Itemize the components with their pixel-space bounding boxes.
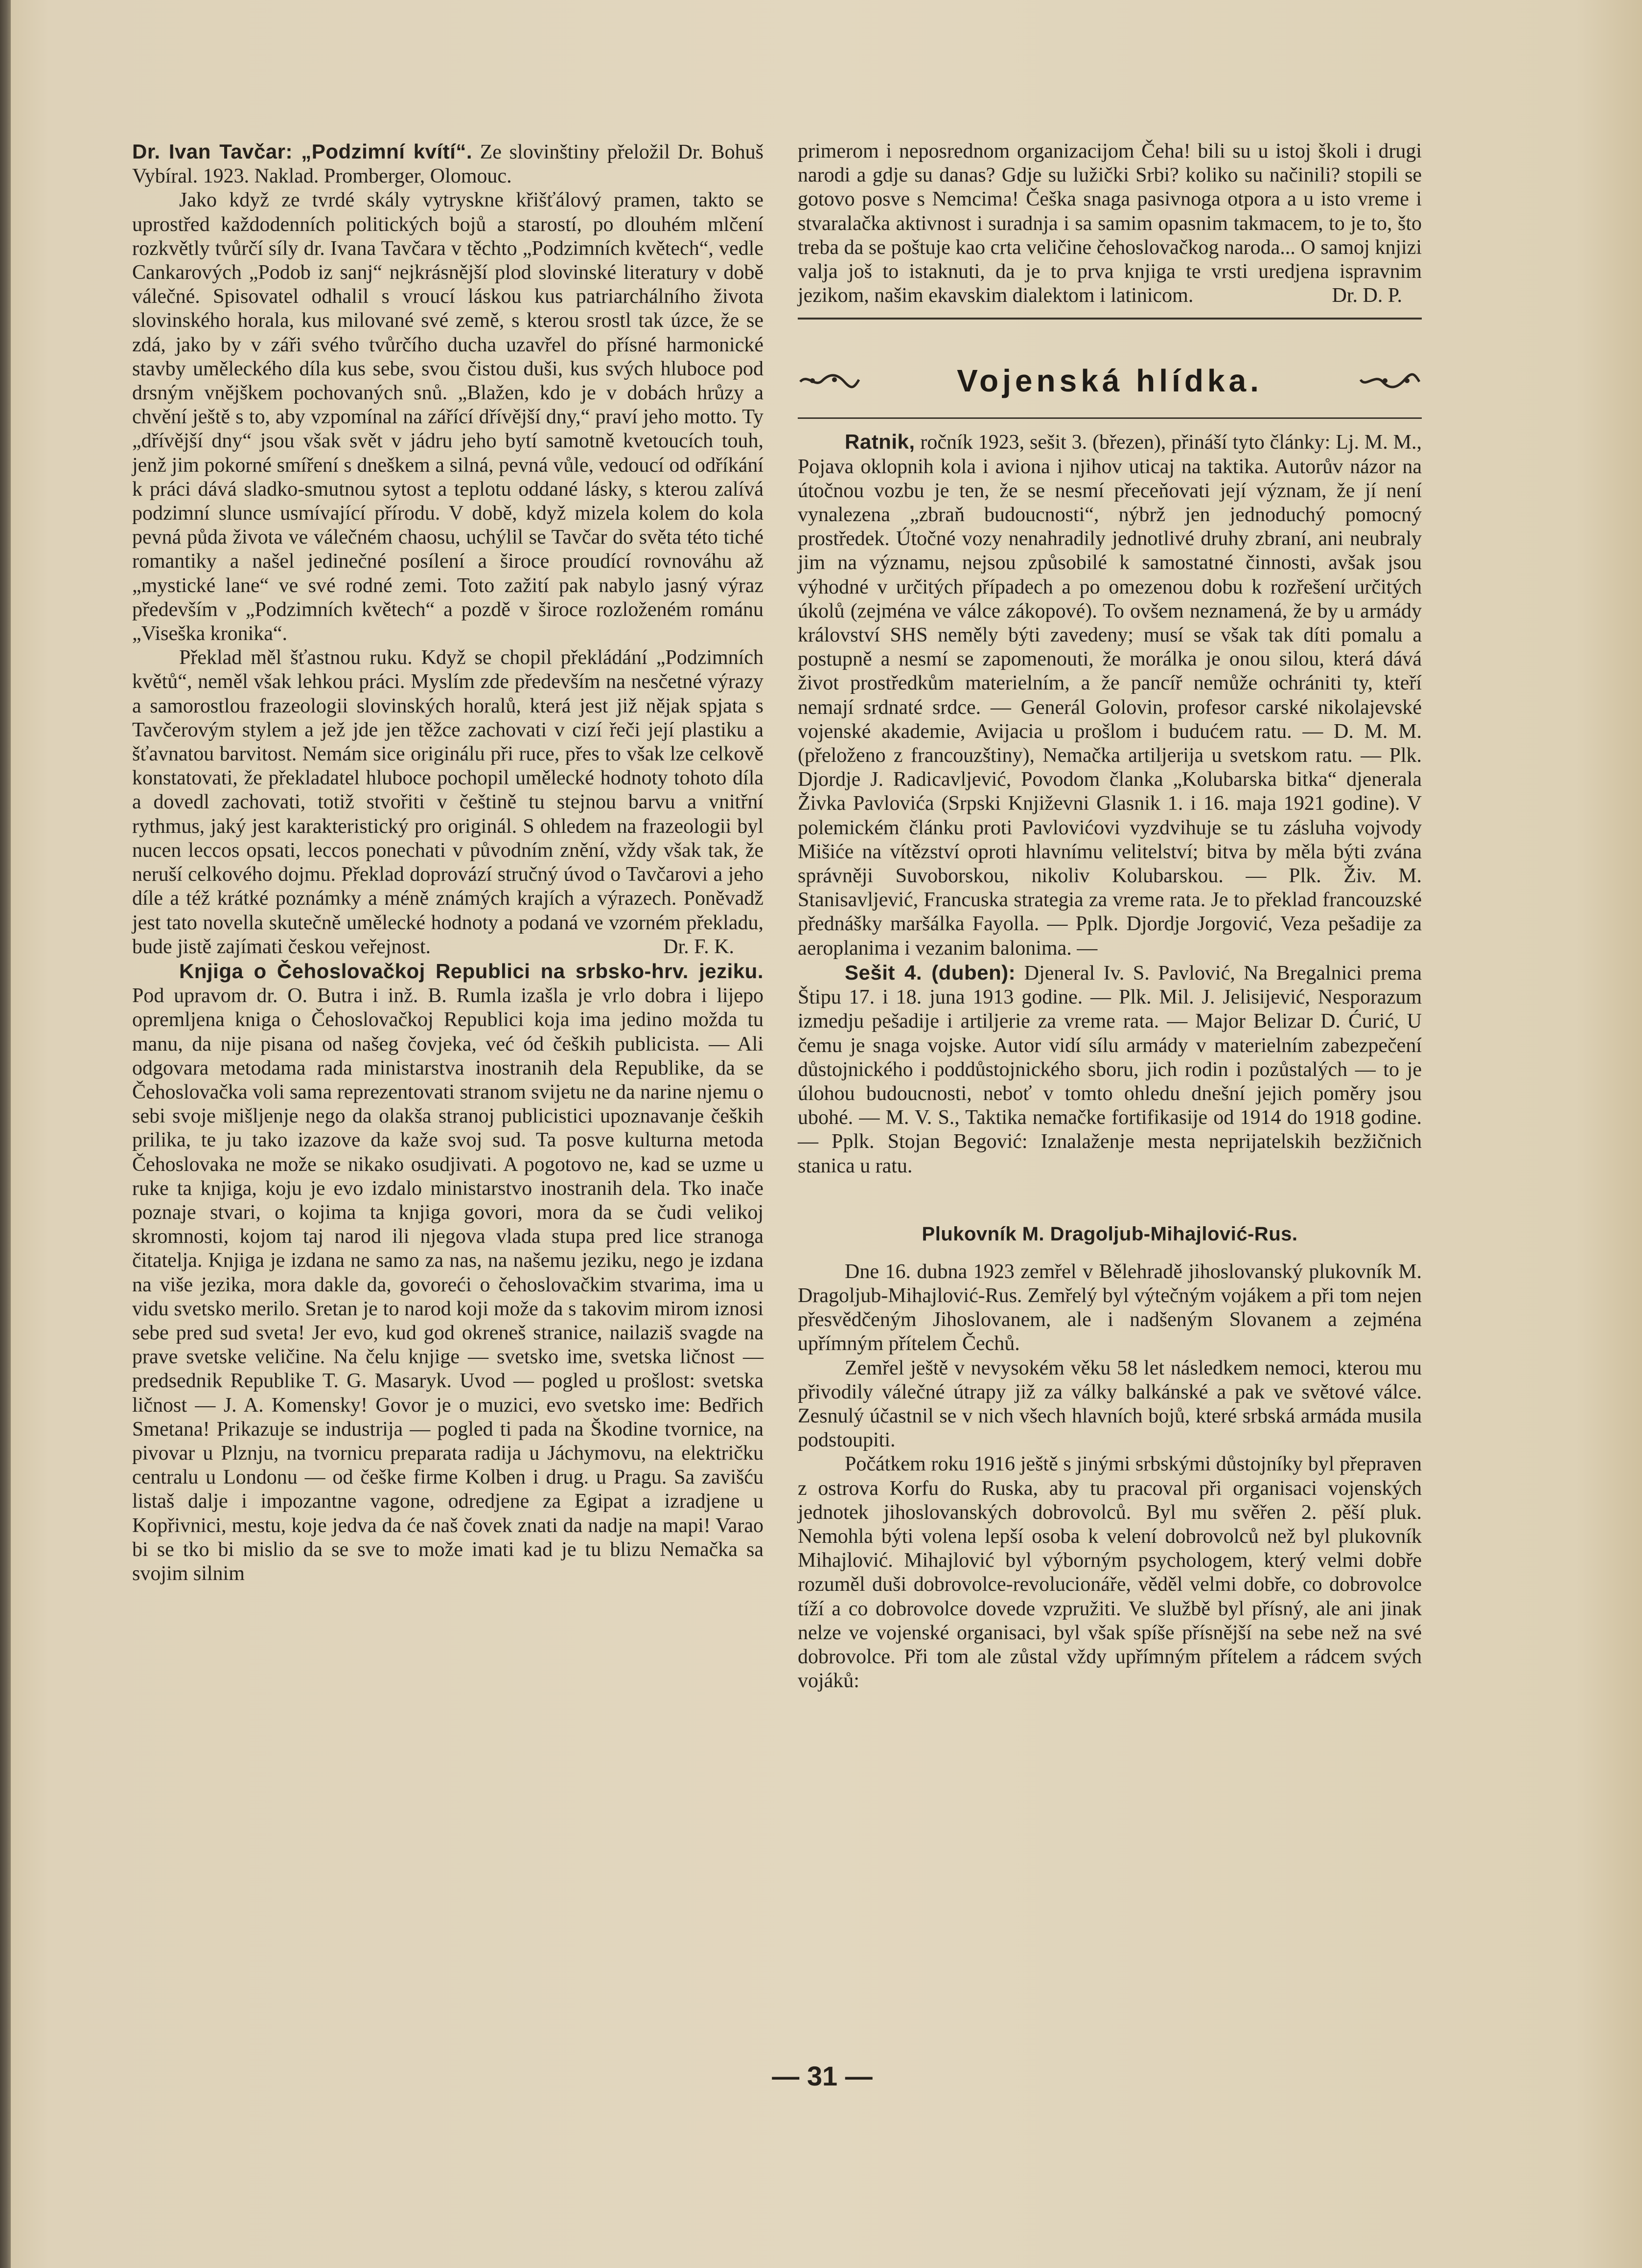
obituary-paragraph-3: Počátkem roku 1916 ještě s jinými srbskými důstojníky byl přepraven z ostrova Korfu do Ruska, aby tu pracoval při organisaci vojenských jednotek jihoslovanských dobrovolců. Byl mu svěřen 2. pěší pluk. Nemohla býti volena lepší osoba k velení dobrovolců než byl plukovník Mihajlović. Mihajlović byl výborným psychologem, který velmi dobře rozuměl duši dobrovolce-revolucionáře, věděl velmi dobře, co dobrovolce tíží a co dobrovolce dovede vzpružiti. Ve službě byl přísný, ale ani jinak nelze ve vojenské organisaci, byl však spíše přísnější na sebe než na své dobrovolce. Při tom ale zůstal vždy upřímným přítelem a rádcem svých vojáků: — [798, 1453, 1422, 1693]
review-continuation-text: primerom i neposrednom organizacijom Čeha! bili su u istoj školi i drugi narodi a gdje su danas? Gdje su lužički Srbi? koliko su načinili? stopili se gotovo posve s Nemcima! Češka snaga pasivnoga otpora a u isto vreme i stvaralačka aktivnost i suradnja i sa samim opasnim takmacem, to je to, što treba da se poštuje kao crta veličine čehoslovačkog naroda... O samoj knjizi valja još to istaknuti, da je to prva knjiga te vrsti uredjena ispravnim jezikom, našim ekavskim dialektom i latinicom. — [798, 140, 1422, 307]
review-tavcar-paragraph-2-text: Překlad měl šťastnou ruku. Když se chopil překládání „Podzimních květů“, neměl však lehkou práci. Myslím zde především na nesčetné výrazy a samorostlou frazeologii slovinských horalů, která jest již nějak spjata s Tavčerovým stylem a jež jde jen těžce zachovati v cizí řeči její plastiku a šťavnatou barvitost. Nemám sice originálu při ruce, přes to však lze celkově konstatovati, že překladatel hluboce pochopil umělecké hodnoty tohoto díla a dovedl zachovati, totiž stvořiti v češtině tu stejnou barvu a vnitřní rythmus, jaký jest karakteristický pro originál. S ohledem na frazeologii byl nucen leccos opsati, leccos ponechati v původním znění, vždy však tak, že neruší celkového dojmu. Překlad doprovází stručný úvod o Tavčarovi a jeho díle a též krátké poznámky a méně známých krajích a výrazech. Poněvadž jest tato novella skutečně umělecké hodnoty a podaná ve vzorném překladu, bude jistě zajímati českou veřejnost. — [132, 646, 763, 958]
obituary-paragraph-2: Zemřel ještě v nevysokém věku 58 let následkem nemoci, kterou mu přivodily válečné útrapy již za války balkánské a pak ve světové válce. Zesnulý účastnil se v nich všech hlavních bojů, které srbská armáda musila podstoupiti. — [798, 1356, 1422, 1452]
section-title: Vojenská hlídka. — [957, 363, 1263, 399]
review-continuation-signature: Dr. D. P. — [1332, 284, 1402, 307]
review-continuation — [798, 139, 1422, 308]
binding-edge — [0, 0, 11, 2268]
section-rule-bottom — [798, 417, 1422, 419]
ratnik-text-1: ročník 1923, sešit 3. (březen), přináší tyto články: Lj. M. M., Pojava oklopnih kola i aviona i njihov uticaj na taktika. Autorův názor na útočnou vozbu je ten, že se nesmí přeceňovati její význam, že jí není vynalezena „zbraň budoucnosti“, nýbrž jen jednoduchý pomocný prostředek. Útočné vozy nenahradily jednotlivé druhy zbraní, ani neubraly jim na významu, nejsou způsobilé k samostatné činnosti, avšak jsou výhodné v určitých případech a po omezenou dobu k rozřešení určitých úkolů (zejména ve válce zákopové). To ovšem neznamená, že by u armády království SHS neměly býti zavedeny; musí se však tak díti pomalu a postupně a nesmí se zapomenouti, že morálka je onou silou, která dává život prostředkům materielním, a že pancíř nemůže ochrániti ty, kteří nemají srdnaté srdce. — Generál Golovin, profesor carské nikolajevské vojenské akademie, Avijacia u prošlom i budućem ratu. — D. M. M. (přeloženo z francouzštiny), Nemačka artiljerija u svetskom ratu. — Plk. Djordje J. Radicavljević, Povodom članka „Kolubarska bitka“ djenerala Živka Pavlovića (Srpski Književni Glasnik 1. i 16. maja 1921 godine). V polemickém článku proti Pavlovićovi vyzdvihuje se tu zásluha vojvody Mišiće na vítězství oproti hlavnímu velitelství; bitva by měla býti zvána správněji Suvoborskou, nikoliv Kolubarskou. — Plk. Živ. M. Stanisavljević, Francuska strategia za vreme rata. Je to překlad francouzské přednášky maršálka Fayolla. — Pplk. Djordje Jorgović, Veza pešadije za aeroplanima i vezanim balonima. — — [798, 431, 1422, 960]
review-czechoslovak-body: Pod upravom dr. O. Butra i inž. B. Rumla izašla je vrlo dobra i lijepo opremljena kniga o Čehoslovačkoj Republici koja ima jedino možda tu manu, da nije pisana od našeg čovjeka, već ód čeških publicista. — Ali odgovara metodama rada ministarstva inostranih dela Republike, da se Čehoslovačka voli sama reprezentovati stranom svijetu ne da narine njemu o sebi svoje mišljenje nego da olakša stranoj publicistici upoznavanje čeških prilika, te ju tako izazove da kaže svoj sud. Ta posve kulturna metoda Čehoslovaka ne može se nikako osudjivati. A pogotovo ne, kad se uzme u ruke ta knjiga, koju je evo izdalo ministarstvo inostranih dela. Tko inače poznaje stvari, o kojima ta knjiga govori, mora da se čudi velikoj skromnosti, kojom taj narod ili njegova vlada stupa pred lice stranoga čitatelja. Knjiga je izdana ne samo za nas, na našemu jeziku, nego je izdana na više jezika, mora dakle da, govoreći o čehoslovačkim stvarima, ima u vidu svetsko merilo. Sretan je to narod koji može da s takovim mirom iznosi sebe pred sud sveta! Jer evo, kud god okreneš stranice, nailaziš svagde na prave svetske veličine. Na čelu knjige — svetsko ime, svetska ličnost — predsednik Republike T. G. Masaryk. Uvod — pogled u prošlost: svetska ličnost — J. A. Komensky! Govor je o muzici, evo svetsko ime: Bedřich Smetana! Prikazuje se industrija — pogled ti pada na Škodine tvornice, na pivovar u Plznju, na tvornicu preparata radija u Jáchymovu, na električku centralu u Londonu — od češke firme Kolben i drug. u Pragu. Sa zavišću listaš dalje i impozantne vagone, odredjene za Egipat a izradjene u Kopřivnici, mestu, koje jedva da će naš čovek znati da nadje na mapi! Varao bi se tko bi mislio da se sve to može imati kad je tu blizu Nemačka sa svojim silnim — [132, 985, 763, 1585]
section-header — [798, 344, 1422, 417]
obituary-paragraph-1: Dne 16. dubna 1923 zemřel v Bělehradě jihoslovanský plukovník M. Dragoljub-Mihajlović-Rus. Zemřelý byl výtečným vojákem a při tom nejen přesvědčeným Jihoslovanem, ale i nadšeným Slovanem a zejména upřímným přítelem Čechů. — [798, 1260, 1422, 1355]
review-czechoslovak-book — [132, 959, 763, 1586]
review-tavcar-meta: Ze slovinštiny přeložil Dr. Bohuš Vybíral. 1923. Naklad. Promberger, Olomouc. — [132, 141, 764, 188]
obituary-title: Plukovník M. Dragoljub-Mihajlović-Rus. — [922, 1223, 1298, 1245]
review-tavcar-signature: Dr. F. K. — [663, 935, 734, 958]
ornament-right-icon — [1358, 371, 1422, 390]
review-czechoslovak-lead: Knjiga o Čehoslovačkoj Republici na srbsko-hrv. jeziku. — [179, 959, 763, 983]
ratnik-text-2: Djeneral Iv. S. Pavlović, Na Bregalnici prema Štipu 17. i 18. juna 1913 godine. — Plk. Mil. J. Jelisijević, Nesporazum izmedju pešadije i artiljerie za vreme rata. — Major Belizar D. Ćurić, U čemu je snaga vojske. Autor vidí sílu armády v materielním zabezpečení důstojnického i poddůstojnického sboru, jich rodin i pozůstalých — to je úlohou budoucnosti, neboť v tomto ohledu dnešní jejich poměry jsou ubohé. — M. V. S., Taktika nemačke fortifikasije od 1914 do 1918 godine. — Pplk. Stojan Begović: Iznalaženje mesta neprijatelskih bezžičnich stanica u ratu. — [798, 962, 1422, 1177]
ratnik-paragraph-1 — [798, 430, 1422, 960]
ornament-left-icon — [798, 371, 861, 390]
ratnik-paragraph-2 — [798, 961, 1422, 1178]
review-tavcar-lead: Dr. Ivan Tavčar: „Podzimní kvítí“. — [132, 140, 472, 163]
right-column — [798, 139, 1422, 1693]
review-tavcar-paragraph-1: Jako když ze tvrdé skály vytryskne křišťálový pramen, takto se uprostřed každodenních politických bojů a starostí, po dlouhém mlčení rozkvětly tvůrčí síly dr. Ivana Tavčara v těchto „Podzimních květech“, vedle Cankarových „Podob iz sanj“ nejkrásnější plod slovinské literatury v době válečné. Spisovatel odhalil s vroucí láskou kus patriarchálního života slovinského horala, kus milované své země, s kterou srostl tak úzce, že se zdá, jako by v záři svého tvůrčího ducha uzavřel do přísné harmonické stavby uměleckého díla kus sebe, svou čistou duši, kus svých hluboce pod drsným vnějškem pochovaných snů. „Blažen, kdo je v dobách hrůzy a chvění ještě s to, aby vzpomínal na zářící dřívější dny,“ praví jeho motto. Ty „dřívější dny“ jsou však svět v jádru jeho bytí samotně kvetoucích touh, jenž jim pokorné smíření s dneškem a silná, pevná vůle, vedoucí od odříkání k práci dává sladko-smutnou sytost a teplotu oddané lásky, s kterou zalívá podzimní slunce usmívající přírodu. V době, když mizela kolem do kola pevná půda života ve válečném chaosu, uchýlil se Tavčar do světa této tiché romantiky a našel jedinečné posílení a široce proudící rovnováhu až „mystické lane“ ve své rodné zemi. Toto zažití pak nabylo jasný výraz především v „Podzimních květech“ a pozdě v široce rozloženém románu „Viseška kronika“. — [132, 189, 763, 645]
left-column — [132, 139, 763, 1586]
ratnik-issue-4-lead: Sešit 4. (duben): — [845, 961, 1016, 984]
review-tavcar-heading — [132, 139, 763, 188]
section-rule-top — [798, 318, 1422, 320]
review-tavcar-paragraph-2 — [132, 646, 763, 959]
page-number: — 31 — — [772, 2061, 873, 2091]
ratnik-lead: Ratnik, — [845, 430, 915, 454]
